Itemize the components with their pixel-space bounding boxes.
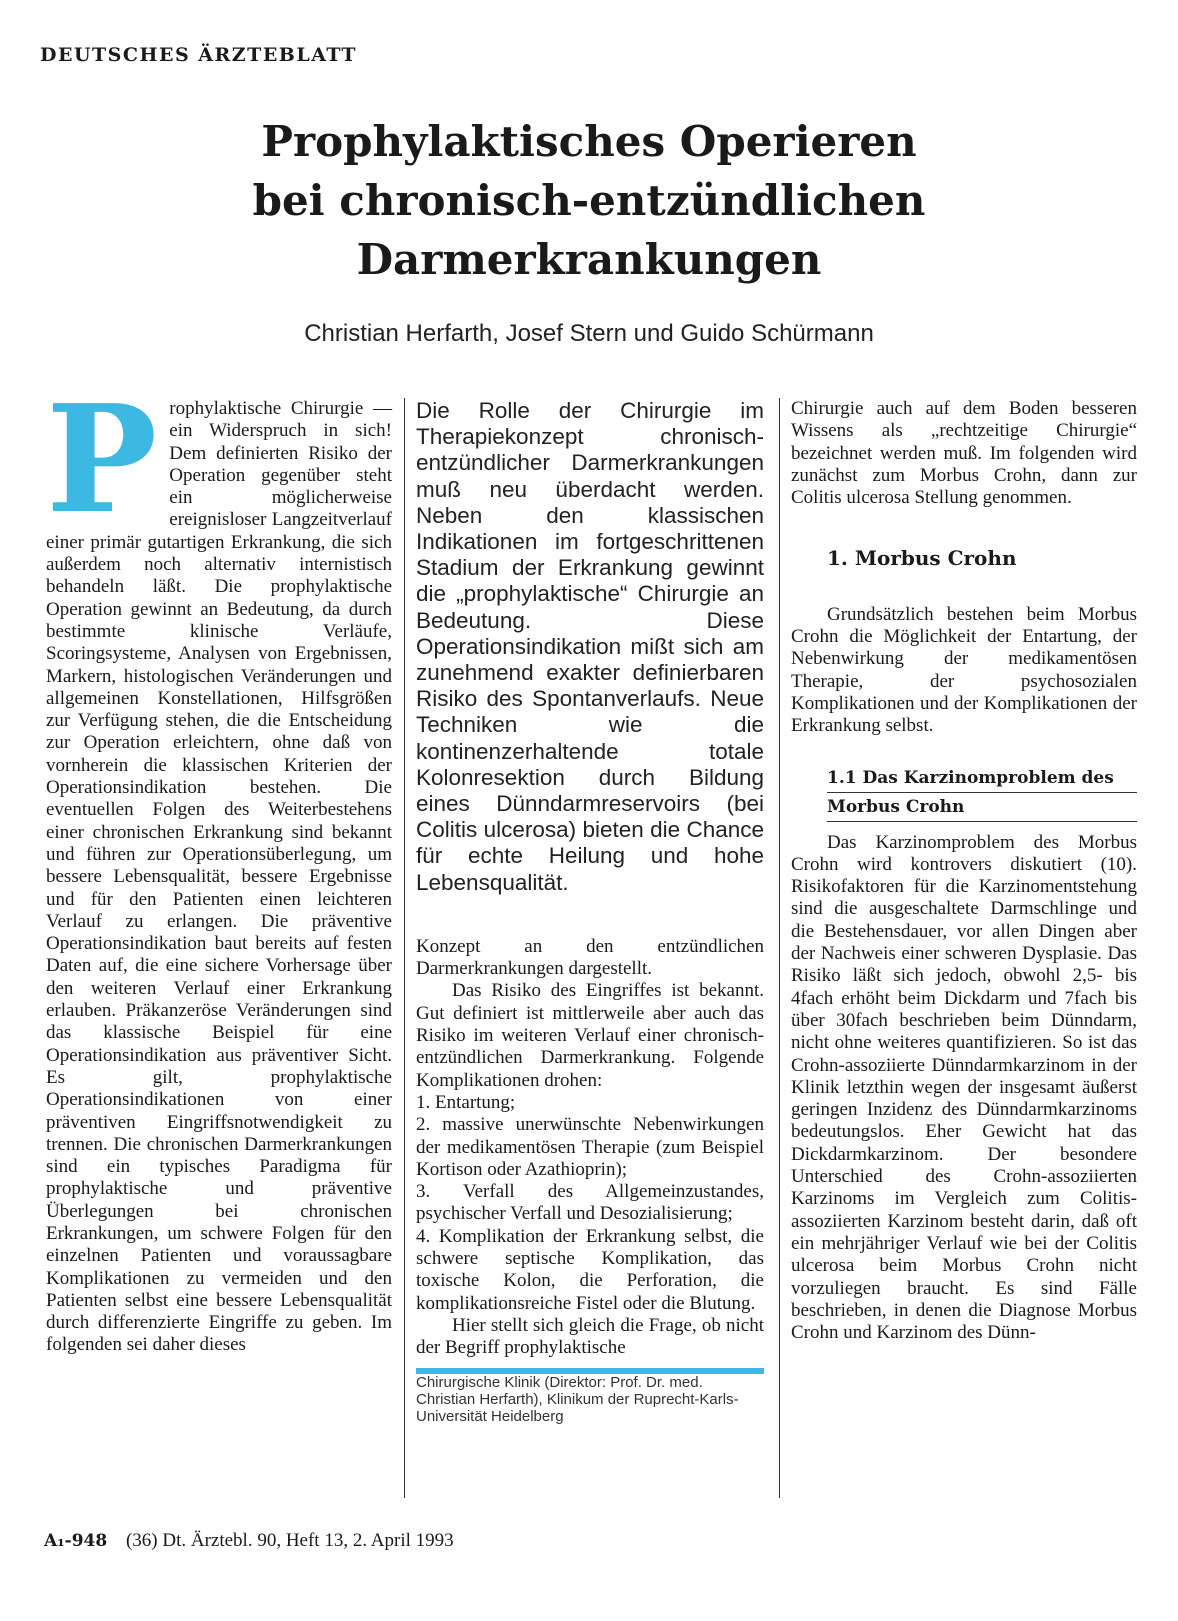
subsection-heading-line: Morbus Crohn [827, 796, 965, 817]
column-2 [416, 398, 764, 1425]
body-paragraph: Das Karzinomproblem des Morbus Crohn wird kontrovers diskutiert (10). Risikofaktoren für die Karzinomentstehung sind die ausgeschaltete Darmschlinge und die Bestehensdauer, vor allen Dingen aber der Nachweis einer schweren Dysplasie. Das Risiko läßt sich jedoch, obwohl 2,5- bis 4fach erhöht beim Dickdarm und 7fach bis über 30fach beschrieben beim Dünndarm, nicht ohne weiteres quantifizieren. So ist das Crohn-assoziierte Dünndarmkarzinom in der Klinik letzthin wegen der insgesamt äußerst geringen Inzidenz des Dünndarmkarzinoms bedeutungslos. Eher Gewicht hat das Dickdarmkarzinom. Der besondere Unterschied des Crohn-assoziierten Karzinoms im Vergleich zum Colitis-assoziierten Karzinom besteht darin, daß oft ein mehrjähriger Verlauf wie bei der Colitis ulcerosa beim Morbus Crohn nicht vorzuliegen braucht. Es sind Fälle beschrieben, in denen die Diagnose Morbus Crohn und Karzinom des Dünn- [791, 831, 1137, 1344]
abstract: Die Rolle der Chirurgie im Therapiekonzept chronisch-entzündlicher Darmerkrankungen muß neu überdacht werden. Neben den klassischen Indikationen im fortgeschrittenen Stadium der Erkrankung gewinnt die „prophylaktische“ Chirurgie an Bedeutung. Diese Operationsindikation mißt sich am zunehmend exakter definierbaren Risiko des Spontanverlaufs. Neue Techniken wie die kontinenzerhaltende totale Kolonresektion durch Bildung eines Dünndarmreservoirs (bei Colitis ulcerosa) bieten die Chance für echte Heilung und hohe Lebensqualität. [416, 398, 764, 895]
citation: (36) Dt. Ärztebl. 90, Heft 13, 2. April 1993 [125, 1530, 454, 1551]
affiliation-footnote: Chirurgische Klinik (Direktor: Prof. Dr. med. Christian Herfarth), Klinikum der Ruprecht-Karls-Universität Heidelberg [416, 1373, 739, 1425]
article-title [0, 112, 1178, 289]
body-paragraph: Das Risiko des Eingriffes ist bekannt. Gut definiert ist mittlerweile aber auch das Risiko im weiteren Verlauf einer chronisch-entzündlichen Darmerkrankung. Folgende Komplikationen drohen: [416, 980, 764, 1091]
subsection-heading [827, 764, 1137, 822]
list-item: 3. Verfall des Allgemeinzustandes, psychischer Verfall und Desozialisierung; [416, 1181, 764, 1225]
list-item: 4. Komplikation der Erkrankung selbst, die schwere septische Komplikation, das toxische Kolon, die Perforation, die komplikationsreiche Fistel oder die Blutung. [416, 1225, 764, 1314]
body-text [416, 936, 764, 1360]
drop-cap: P [46, 372, 158, 546]
page-number: A₁-948 [44, 1531, 108, 1551]
page-footer [44, 1530, 454, 1552]
title-line: Darmerkrankungen [356, 235, 822, 284]
column-1 [46, 372, 392, 1357]
body-paragraph: rophylaktische Chirurgie — ein Widerspruch in sich! Dem definierten Risiko der Operation gegenüber steht ein möglicherweise ereignisloser Langzeitverlauf einer primär gutartigen Erkrankung, die sich außerdem noch alternativ internistisch behandeln läßt. Die prophylaktische Operation gewinnt an Bedeutung, da durch bestimmte klinische Verläufe, Scoringsysteme, Analysen von Ergebnissen, Markern, histologischen Veränderungen und allgemeinen Konstellationen, Hilfsgrößen zur Verfügung stehen, die die Entscheidung zur Operation erleichtern, ohne daß von vornherein die klassischen Kriterien der Operationsindikation bestehen. Die eventuellen Folgen des Weiterbestehens einer chronischen Erkrankung sind bekannt und führen zur Operationsüberlegung, um bessere Lebensqualität, bessere Ergebnisse und für den Patienten einen leichteren Verlauf zu erlangen. Die präventive Operationsindikation baut bereits auf festen Daten auf, die eine sichere Vorhersage über den weiteren Verlauf einer Erkrankung erlauben. Präkanzeröse Veränderungen sind das klassische Beispiel für eine Operationsindikation aus präventiver Sicht. Es gilt, prophylaktische Operationsindikationen von einer präventiven Eingriffsnotwendigkeit zu trennen. Die chronischen Darmerkrankungen sind ein typisches Paradigma für prophylaktische und präventive Überlegungen bei chronischen Erkrankungen, um schwere Folgen für den einzelnen Patienten und voraussagbare Komplikationen zu vermeiden und den Patienten selbst eine bessere Lebensqualität durch differenzierte Eingriffe zu geben. Im folgenden sei daher dieses [46, 398, 392, 1356]
title-line: Prophylaktisches Operieren [261, 117, 917, 166]
list-item: 2. massive unerwünschte Nebenwirkungen der medikamentösen Therapie (zum Beispiel Kortison oder Azathioprin); [416, 1114, 764, 1180]
column-3 [791, 398, 1137, 1344]
body-paragraph: Grundsätzlich bestehen beim Morbus Crohn die Möglichkeit der Entartung, der Nebenwirkung der medikamentösen Therapie, der psychosozialen Komplikationen und der Komplikationen der Erkrankung selbst. [791, 603, 1137, 737]
section-heading: 1. Morbus Crohn [827, 546, 1017, 571]
title-line: bei chronisch-entzündlichen [252, 176, 926, 225]
subsection-heading-line: 1.1 Das Karzinomproblem des [827, 764, 1137, 793]
body-paragraph: Chirurgie auch auf dem Boden besseren Wissens als „rechtzeitige Chirurgie“ bezeichnet werden muß. Im folgenden wird zunächst zum Morbus Crohn, dann zur Colitis ulcerosa Stellung genommen. [791, 398, 1137, 509]
body-paragraph: Hier stellt sich gleich die Frage, ob nicht der Begriff prophylaktische [416, 1314, 764, 1359]
column-divider [404, 398, 405, 1498]
list-item: 1. Entartung; [416, 1091, 516, 1113]
authors: Christian Herfarth, Josef Stern und Guido Schürmann [304, 320, 874, 347]
journal-name: DEUTSCHES ÄRZTEBLATT [40, 44, 358, 66]
column-divider [779, 398, 780, 1498]
body-paragraph: Konzept an den entzündlichen Darmerkrankungen dargestellt. [416, 935, 764, 980]
